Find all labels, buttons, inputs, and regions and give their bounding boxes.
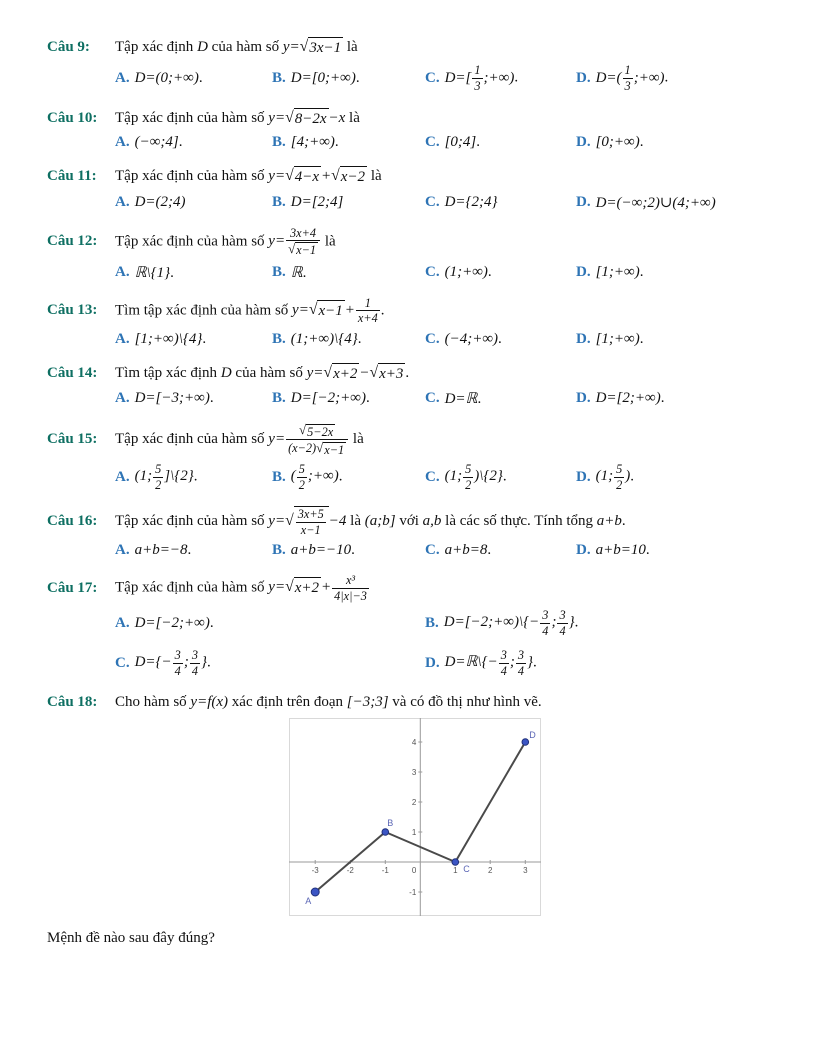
answer-option-B xyxy=(272,390,425,407)
answer-option-B xyxy=(272,331,425,348)
answer-option-D xyxy=(576,542,782,559)
option-label: A. xyxy=(115,193,130,210)
option-label: B. xyxy=(425,614,439,631)
answer-option-A xyxy=(115,331,272,348)
fraction: $\frac{3}{4}$ xyxy=(542,608,549,638)
option-label: C. xyxy=(425,330,440,347)
option-text: D=[−2;+∞). xyxy=(290,390,370,407)
option-label: C. xyxy=(425,134,440,151)
question-18 xyxy=(47,692,782,916)
sqrt-expression: √x−2 xyxy=(331,168,367,184)
answer-option-B xyxy=(272,134,425,151)
option-label: D. xyxy=(576,134,591,151)
option-text: ( $\frac{5}{2}$ ;+∞). xyxy=(290,462,343,492)
question-text: Tập xác định của hàm số y= $\frac{3x+4}{√x-1}$ là xyxy=(115,225,336,258)
fraction: $\frac{3}{4}$ xyxy=(559,608,566,638)
question-number: Câu 9: xyxy=(47,38,90,55)
question-number: Câu 16: xyxy=(47,513,98,530)
option-text: [0;+∞). xyxy=(595,134,644,151)
fraction: $\frac{5}{2}$ xyxy=(616,462,623,492)
option-text: [0;4]. xyxy=(444,134,481,151)
option-text: a+b=10. xyxy=(595,542,650,559)
question-number: Câu 11: xyxy=(47,167,97,184)
answer-option-D xyxy=(576,390,782,407)
y-tick-label: -1 xyxy=(408,888,416,898)
question-number: Câu 10: xyxy=(47,109,98,126)
option-text: D=(−∞;2)∪(4;+∞) xyxy=(595,194,716,211)
question-12 xyxy=(47,226,782,282)
option-text: ℝ. xyxy=(290,264,307,281)
options-row xyxy=(115,193,782,212)
radical-sign: √ xyxy=(299,38,309,55)
radical-sign: √ xyxy=(288,241,296,257)
option-text: a+b=−8. xyxy=(134,542,192,559)
answer-option-B xyxy=(272,542,425,559)
graph-point-label-A: A xyxy=(304,896,311,907)
x-tick-label: 3 xyxy=(522,866,528,876)
option-text: D=(2;4) xyxy=(134,193,186,210)
answer-option-D xyxy=(425,648,782,678)
option-label: B. xyxy=(272,69,286,86)
question-head xyxy=(47,362,782,384)
question-head xyxy=(47,573,782,603)
option-text: D=[0;+∞). xyxy=(290,69,360,86)
x-tick-label: -2 xyxy=(346,866,354,876)
question-9 xyxy=(47,36,782,93)
x-tick-label: -3 xyxy=(311,866,319,876)
option-text: ℝ\{1}. xyxy=(134,264,174,281)
sqrt-expression: √x+2 xyxy=(285,579,321,595)
option-label: B. xyxy=(272,390,286,407)
question-17 xyxy=(47,573,782,678)
graph-point-label-D: D xyxy=(528,730,536,741)
option-label: D. xyxy=(576,330,591,347)
y-tick-label: 3 xyxy=(411,768,416,778)
closing-question: Mệnh đề nào sau đây đúng? xyxy=(47,930,215,947)
sqrt-expression: √5−2x xyxy=(299,422,334,439)
question-head xyxy=(47,692,782,712)
answer-option-A xyxy=(115,263,272,282)
fraction: $\frac{1}{x+4}$ xyxy=(357,295,378,326)
option-label: A. xyxy=(115,390,130,407)
radical-sign: √ xyxy=(285,167,294,185)
answer-option-C xyxy=(115,648,425,678)
answer-option-B xyxy=(272,263,425,282)
option-text: D=[2;4] xyxy=(290,193,344,210)
option-text: D={2;4} xyxy=(444,193,498,210)
answer-option-A xyxy=(115,70,272,87)
fraction: $\frac{3}{4}$ xyxy=(500,648,507,678)
option-label: B. xyxy=(272,542,286,559)
radical-sign: √ xyxy=(369,363,379,381)
fraction: $\frac{\text{x³}}{4|x|-3}$ xyxy=(334,573,367,603)
graph-container xyxy=(47,718,782,916)
question-text: Tập xác định của hàm số y=√ $\frac{3x+5}{x-1}$ −4 là (a;b] với a,b là các số thực. Tính tổng a+b. xyxy=(115,507,626,537)
sqrt-expression: √3x−1 xyxy=(300,39,343,55)
option-label: C. xyxy=(425,69,440,86)
sqrt-expression: √x−1 xyxy=(309,302,345,318)
option-text: (1; $\frac{5}{2}$ ). xyxy=(595,462,634,492)
answer-option-D xyxy=(576,134,782,151)
question-text: Tập xác định của hàm số y=√x+2 + $\frac{\text{x³}}{4|x|-3}$ xyxy=(115,573,782,603)
option-label: D. xyxy=(425,654,440,671)
answer-option-C xyxy=(425,264,576,281)
option-text: [1;+∞). xyxy=(595,330,644,347)
answer-option-C xyxy=(425,134,576,151)
option-label: A. xyxy=(115,614,130,631)
question-head xyxy=(47,36,782,58)
answer-option-D xyxy=(576,264,782,281)
graph-point-label-C: C xyxy=(462,864,470,875)
radical-sign: √ xyxy=(285,578,294,596)
option-label: A. xyxy=(115,330,130,347)
question-number: Câu 18: xyxy=(47,693,98,710)
y-tick-label: 2 xyxy=(411,798,416,808)
radical-sign: √ xyxy=(331,167,340,185)
option-label: B. xyxy=(272,263,286,280)
option-label: C. xyxy=(425,390,440,407)
question-head xyxy=(47,226,782,258)
option-text: [1;+∞)\{4}. xyxy=(134,330,207,347)
question-text: Tập xác định D của hàm số y=√3x−1 là xyxy=(115,36,782,58)
question-16 xyxy=(47,506,782,559)
sqrt-expression: √4−x xyxy=(285,168,321,184)
function-graph xyxy=(289,718,541,916)
question-text: Tìm tập xác định của hàm số y=√x−1 + $\frac{1}{x+4}$ . xyxy=(115,295,385,326)
options-row xyxy=(115,462,782,492)
question-number: Câu 12: xyxy=(47,233,98,250)
question-14 xyxy=(47,362,782,408)
option-text: a+b=−10. xyxy=(290,542,355,559)
sqrt-expression: √x+2 xyxy=(323,365,359,381)
option-label: A. xyxy=(115,134,130,151)
options-row xyxy=(115,389,782,408)
option-label: C. xyxy=(425,263,440,280)
question-head xyxy=(47,107,782,129)
question-head xyxy=(47,165,782,187)
option-text: D=[2;+∞). xyxy=(595,390,665,407)
option-label: A. xyxy=(115,468,130,485)
option-label: A. xyxy=(115,542,130,559)
option-text: (−4;+∞). xyxy=(444,330,502,347)
question-number: Câu 15: xyxy=(47,431,98,448)
option-label: D. xyxy=(576,542,591,559)
option-label: C. xyxy=(115,654,130,671)
option-label: D. xyxy=(576,468,591,485)
options-row xyxy=(115,134,782,151)
option-label: A. xyxy=(115,263,130,280)
option-text: D=ℝ\{− $\frac{3}{4}$ ; $\frac{3}{4}$ }. xyxy=(444,648,537,678)
sqrt-expression: √x−1 xyxy=(316,440,345,457)
option-label: C. xyxy=(425,468,440,485)
options-row xyxy=(115,542,782,559)
option-text: D=[ $\frac{1}{3}$ ;+∞). xyxy=(444,63,519,93)
option-label: A. xyxy=(115,69,130,86)
question-number: Câu 14: xyxy=(47,364,98,381)
radical-sign: √ xyxy=(323,363,333,381)
fraction: $\frac{5}{2}$ xyxy=(155,462,162,492)
option-text: (1; $\frac{5}{2}$ )\{2}. xyxy=(444,462,507,492)
answer-option-A xyxy=(115,542,272,559)
answer-option-C xyxy=(425,462,576,492)
question-number: Câu 17: xyxy=(47,579,98,596)
answer-option-A xyxy=(115,462,272,492)
fraction: $\frac{3x+4}{√x-1}$ xyxy=(285,226,321,258)
sqrt-expression xyxy=(285,507,329,537)
question-11 xyxy=(47,165,782,211)
graph-point-D xyxy=(522,739,529,746)
options-row xyxy=(115,331,782,348)
radical-sign: √ xyxy=(316,440,324,456)
answer-option-D xyxy=(576,193,782,212)
option-label: B. xyxy=(272,330,286,347)
x-tick-label: -1 xyxy=(381,866,389,876)
y-tick-label: 1 xyxy=(411,828,416,838)
options-row xyxy=(115,263,782,282)
question-head xyxy=(47,506,782,537)
option-text: D=[−2;+∞)\{− $\frac{3}{4}$ ; $\frac{3}{4}$ }. xyxy=(443,608,579,638)
question-text: Tập xác định của hàm số y=√4−x +√x−2 là xyxy=(115,165,782,187)
question-head xyxy=(47,422,782,457)
option-label: B. xyxy=(272,134,286,151)
question-list xyxy=(47,36,782,916)
answer-option-C xyxy=(425,194,576,211)
option-label: C. xyxy=(425,193,440,210)
answer-option-A xyxy=(115,390,272,407)
question-text: Tìm tập xác định D của hàm số y=√x+2 −√x+3 . xyxy=(115,362,782,384)
option-text: (1;+∞)\{4}. xyxy=(290,330,362,347)
sqrt-expression: √x+3 xyxy=(369,365,405,381)
fraction: $\frac{3}{4}$ xyxy=(191,648,198,678)
answer-option-C xyxy=(425,331,576,348)
y-tick-label: 4 xyxy=(411,738,416,748)
question-13 xyxy=(47,296,782,348)
option-text: D=[−2;+∞). xyxy=(134,614,214,631)
option-label: D. xyxy=(576,263,591,280)
option-text: D=(0;+∞). xyxy=(134,69,203,86)
radical-sign: √ xyxy=(285,511,294,529)
fraction: $\frac{3}{4}$ xyxy=(174,648,181,678)
answer-option-C xyxy=(425,542,576,559)
option-text: a+b=8. xyxy=(444,542,492,559)
option-text: D=[−3;+∞). xyxy=(134,390,214,407)
question-number: Câu 13: xyxy=(47,302,98,319)
graph-frame xyxy=(289,719,540,916)
question-text: Cho hàm số y=f(x) xác định trên đoạn [−3;3] và có đồ thị như hình vẽ. xyxy=(115,694,542,711)
fraction: $\frac{5}{2}$ xyxy=(298,462,305,492)
answer-option-A xyxy=(115,134,272,151)
graph-point-label-B: B xyxy=(386,818,393,829)
fraction: $\frac{3}{4}$ xyxy=(517,648,525,678)
answer-option-B xyxy=(272,194,425,211)
answer-option-C xyxy=(425,389,576,408)
option-label: B. xyxy=(272,468,286,485)
graph-point-B xyxy=(382,829,389,836)
fraction: $\frac{3x+5}{x-1}$ xyxy=(297,507,324,537)
option-text: (1;+∞). xyxy=(444,263,492,280)
option-label: D. xyxy=(576,193,591,210)
options-row xyxy=(115,63,782,93)
answer-option-D xyxy=(576,331,782,348)
answer-option-A xyxy=(115,615,425,632)
option-text: D=ℝ. xyxy=(444,391,482,408)
option-text: D={− $\frac{3}{4}$ ; $\frac{3}{4}$ }. xyxy=(134,648,211,678)
fraction: $\frac{√5-2x}{(x-2)√x-1}$ xyxy=(285,422,349,457)
option-label: C. xyxy=(425,542,440,559)
options-row xyxy=(115,608,782,678)
option-text: [4;+∞). xyxy=(290,134,339,151)
answer-option-C xyxy=(425,63,576,93)
fraction: $\frac{1}{3}$ xyxy=(624,63,631,93)
fraction: $\frac{5}{2}$ xyxy=(465,462,472,492)
option-label: D. xyxy=(576,390,591,407)
radical-sign: √ xyxy=(285,109,294,127)
answer-option-D xyxy=(576,462,782,492)
answer-option-D xyxy=(576,63,782,93)
option-text: [1;+∞). xyxy=(595,263,644,280)
answer-option-A xyxy=(115,194,272,211)
sqrt-expression: √8−2x xyxy=(285,110,328,126)
option-label: D. xyxy=(576,69,591,86)
fraction: $\frac{1}{3}$ xyxy=(474,63,481,93)
sqrt-expression: √x−1 xyxy=(288,241,317,258)
origin-label: 0 xyxy=(411,866,416,876)
question-10 xyxy=(47,107,782,151)
graph-point-A xyxy=(311,888,319,896)
option-text: (1; $\frac{5}{2}$ ]\{2}. xyxy=(134,462,198,492)
radical-sign: √ xyxy=(299,422,307,438)
answer-option-B xyxy=(272,70,425,87)
answer-option-B xyxy=(425,608,782,638)
graph-point-C xyxy=(452,859,459,866)
x-tick-label: 2 xyxy=(487,866,492,876)
question-15 xyxy=(47,422,782,492)
option-text: (−∞;4]. xyxy=(134,134,183,151)
option-text: D=( $\frac{1}{3}$ ;+∞). xyxy=(595,63,669,93)
question-head xyxy=(47,296,782,326)
radical-sign: √ xyxy=(308,301,318,319)
question-text: Tập xác định của hàm số y=√8−2x −x là xyxy=(115,107,782,129)
x-tick-label: 1 xyxy=(452,866,458,876)
answer-option-B xyxy=(272,462,425,492)
question-text: Tập xác định của hàm số y= $\frac{√5-2x}{(x-2)√x-1}$ là xyxy=(115,422,364,457)
option-label: B. xyxy=(272,193,286,210)
